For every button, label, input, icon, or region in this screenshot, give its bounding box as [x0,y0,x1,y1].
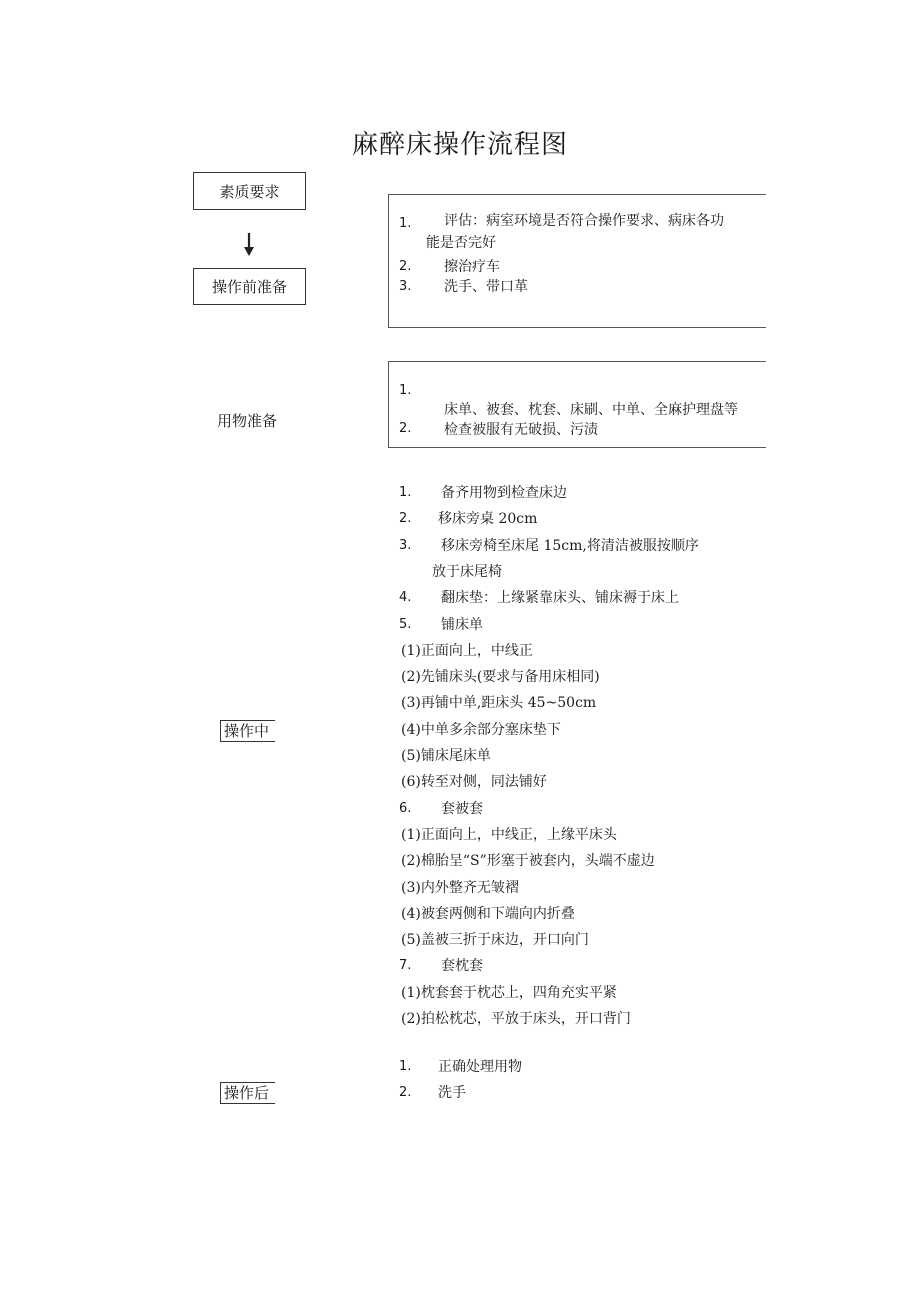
list-text: 检查被服有无破损、污渍 [444,422,598,438]
list-text: 能是否完好 [426,235,496,251]
list-text: (3)内外整齐无皱褶 [401,879,519,896]
list-number: 1. [399,216,412,231]
down-arrow-icon [242,232,256,258]
list-text: 套被套 [441,800,483,817]
list-number: 4. [399,590,412,606]
list-number: 3. [399,279,412,294]
list-text: 移床旁椅至床尾 15cm,将清洁被服按顺序 [441,537,699,554]
step-quality-box [193,172,306,210]
step-prep-label: 操作前准备 [211,278,287,296]
list-text: 洗手、带口革 [444,279,528,295]
step-quality-label: 素质要求 [219,182,280,201]
page-title: 麻醉床操作流程图 [351,130,568,160]
list-text: (5)盖被三折于床边，开口向门 [401,932,589,949]
step-prep-box [193,268,306,305]
list-text: 铺床单 [441,616,483,633]
list-text: (4)被套两侧和下端向内折叠 [401,905,575,922]
list-text: 移床旁桌 20cm [438,511,538,528]
list-number: 7. [399,958,412,974]
list-text: 评估：病室环境是否符合操作要求、病床各功 [444,213,724,229]
list-text: 备齐用物到检查床边 [441,485,567,501]
list-text: (2)拍松枕芯，平放于床头，开口背门 [401,1011,631,1027]
list-number: 2. [399,421,412,436]
list-text: (1)正面向上，中线正 [401,642,533,659]
list-number: 1. [399,1059,412,1074]
list-text: (2)先铺床头(要求与备用床相同) [401,669,600,686]
list-text: 擦治疗车 [444,259,500,275]
list-text: (6)转至对侧，同法铺好 [401,774,547,791]
list-text: (2)棉胎呈“S”形塞于被套内，头端不虚边 [401,853,655,870]
list-text: (1)正面向上，中线正，上缘平床头 [401,826,617,843]
list-text: 床单、被套、枕套、床刷、中单、全麻护理盘等 [444,402,738,418]
list-number: 2. [399,259,412,274]
list-text: (1)枕套套于枕芯上，四角充实平紧 [401,984,617,1001]
list-text: 洗手 [438,1085,466,1101]
list-text: (5)铺床尾床单 [401,748,491,764]
list-number: 3. [399,537,412,553]
list-text: 正确处理用物 [438,1059,522,1075]
list-number: 2. [399,511,412,527]
list-number: 1. [399,383,412,398]
list-text: 放于床尾椅 [432,563,502,580]
list-number: 5. [399,616,412,632]
list-text: (4)中单多余部分塞床垫下 [401,721,561,738]
list-number: 2. [399,1085,412,1100]
list-text: 套枕套 [441,958,483,975]
list-text: 翻床垫：上缘紧靠床头、铺床褥于床上 [441,590,679,607]
step-supplies-label: 用物准备 [217,412,278,430]
step-after-label: 操作后 [220,1082,275,1104]
list-number: 1. [399,485,412,500]
list-number: 6. [399,800,412,816]
step-during-label: 操作中 [220,720,275,742]
list-text: (3)再铺中单,距床头 45~50cm [401,695,597,712]
